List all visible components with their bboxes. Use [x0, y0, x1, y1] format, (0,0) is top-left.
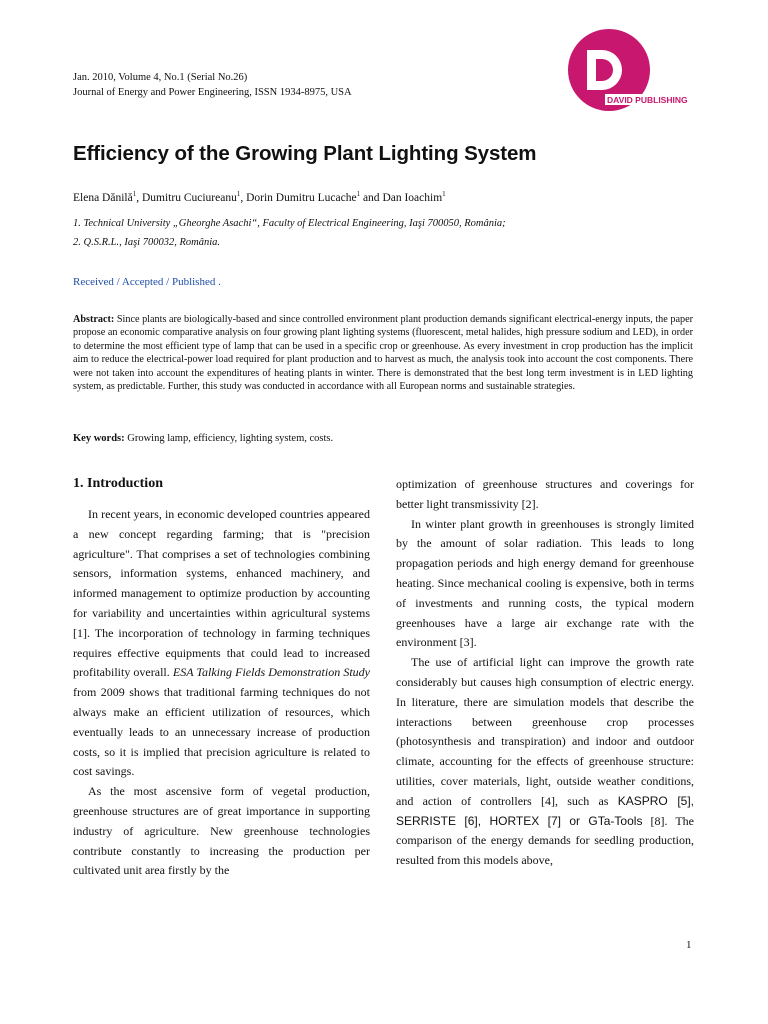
body-text: In recent years, in economic developed countries appeared a new concept regarding farming; that is "precision agriculture". That comprises a set of technologies combining sensors, information systems, enhanced machinery, and informed management to optimize production by accounting for variability and uncertainties within agricultural systems [1]. The incorporation of technology in farming techniques requires effective equipments that could lead to increased profitability overall. [73, 507, 370, 680]
publisher-logo-mark [567, 28, 707, 114]
keywords-label: Key words: [73, 433, 125, 444]
publisher-logo-text: DAVID PUBLISHING [607, 95, 688, 105]
affiliation-2: 2. Q.S.R.L., Iaşi 700032, România. [73, 237, 220, 248]
author-name: Elena Dănilă [73, 191, 133, 204]
author-separator: , [136, 191, 142, 204]
journal-name: Journal of Energy and Power Engineering, ISSN 1934-8975, USA [73, 87, 352, 98]
author-name: Dan Ioachim [382, 191, 443, 204]
page-number: 1 [686, 939, 692, 951]
author-separator: , [240, 191, 247, 204]
study-title: ESA Talking Fields Demonstration Study [172, 665, 370, 680]
paper-title: Efficiency of the Growing Plant Lighting System [73, 142, 537, 165]
simulation-model-names: KASPRO [5], SERRISTE [6], HORTEX [7] or GTa-Tools [396, 793, 694, 828]
body-column-right [396, 475, 694, 871]
author-name: Dorin Dumitru Lucache [246, 191, 357, 204]
affiliation-1: 1. Technical University „Gheorghe Asachi“, Faculty of Electrical Engineering, Iaşi 700050, România; [73, 218, 506, 229]
publication-dates: Received / Accepted / Published . [73, 276, 221, 288]
journal-issue: Jan. 2010, Volume 4, No.1 (Serial No.26) [73, 72, 248, 83]
body-paragraph [396, 653, 694, 871]
author-separator: and [360, 191, 383, 204]
abstract-label: Abstract: [73, 314, 115, 325]
body-paragraph: As the most ascensive form of vegetal production, greenhouse structures are of great importance in supporting industry of agriculture. New greenhouse technologies contribute constantly to increasing the production per cultivated unit area firstly by the [73, 784, 370, 878]
publisher-logo [567, 28, 707, 114]
body-column-left [73, 505, 370, 881]
body-paragraph [73, 505, 370, 782]
author-list [73, 187, 446, 206]
body-text: from 2009 shows that traditional farming techniques do not always make an efficient utilization of resources, which eventually leads to an unnecessary increase of production costs, so it is implied that precision agriculture is related to cost savings. [73, 685, 370, 779]
abstract-text: Since plants are biologically-based and since controlled environment plant production demands significant electrical-energy inputs, the paper propose an economic comparative analysis on four growing plant lighting systems (fluorescent, metal halides, high pressure sodium and LED), in order to determine the most efficient type of lamp that can be used in a specific crop or greenhouse. As every investment in crop production has the implicit aim to reduce the electrical-power load required for plant production and to harvest as much, the analysis took into account the cost components. There were not taken into account the expenditures of heating plants in winter. There is demonstrated that the best long term investment is in LED lighting system, as predictable. Further, this study was conducted in accordance with all European norms and sustainable strategies. [73, 314, 693, 393]
author-name: Dumitru Cuciureanu [141, 191, 237, 204]
abstract [73, 313, 693, 393]
author-affiliation-mark: 1 [442, 190, 446, 198]
body-paragraph: In winter plant growth in greenhouses is strongly limited by the amount of solar radiation. This leads to long propagation periods and high energy demand for greenhouse heating. Since mechanical cooling is expensive, both in terms of investments and running costs, the typical modern greenhouses have a large air exchange rate with the environment [3]. [396, 516, 694, 650]
keywords [73, 433, 333, 444]
section-heading: 1. Introduction [73, 476, 163, 491]
body-text: The use of artificial light can improve the growth rate considerably but causes high consumption of electric energy. In literature, there are simulation models that describe the interactions between greenhouse crop processes (photosynthesis and transpiration) and indoor and outdoor climate, accounting for the effects of greenhouse structure: utilities, cover materials, light, outside weather conditions, and action of controllers [4], such as [396, 655, 694, 808]
body-text: [8]. The comparison of the energy demands for seedling production, resulted from this models above, [396, 813, 694, 868]
author-affiliation-mark: 1 [236, 190, 241, 198]
author-affiliation-mark: 1 [132, 190, 137, 198]
author-affiliation-mark: 1 [356, 190, 361, 198]
keywords-text: Growing lamp, efficiency, lighting system, costs. [124, 433, 334, 444]
body-paragraph: optimization of greenhouse structures and coverings for better light transmissivity [2]. [396, 477, 694, 511]
